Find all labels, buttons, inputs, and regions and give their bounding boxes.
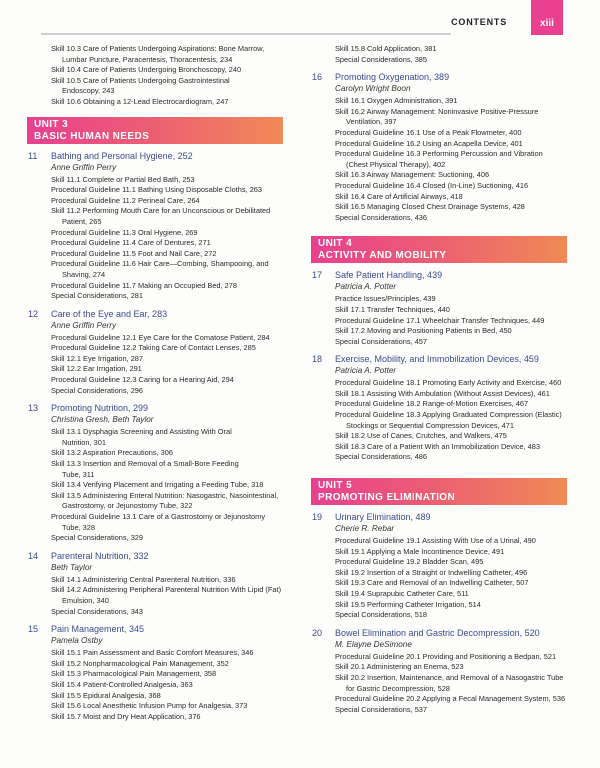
right-top-lines: [312, 44, 582, 65]
chapter-title: Care of the Eye and Ear, 283: [51, 308, 168, 319]
toc-entry: Skill 18.3 Care of a Patient With an Immobilization Device, 483: [335, 441, 540, 451]
toc-entry: Skill 15.5 Epidural Analgesia, 368: [51, 690, 161, 700]
chapter-number: 20: [312, 627, 323, 638]
toc-entry: Stockings or Sequential Compression Devices, 471: [346, 420, 515, 430]
toc-entry: Special Considerations, 537: [335, 704, 428, 714]
unit-number: UNIT 4: [318, 238, 353, 250]
toc-entry: Procedural Guideline 11.4 Care of Dentures, 271: [51, 238, 211, 248]
unit-title: ACTIVITY AND MOBILITY: [318, 250, 447, 262]
toc-entry: Skill 16.2 Airway Management: Noninvasive Positive-Pressure: [335, 106, 539, 116]
toc-entry: Procedural Guideline 12.1 Eye Care for the Comatose Patient, 284: [51, 332, 270, 342]
toc-entry: Skill 14.1 Administering Central Parenteral Nutrition, 336: [51, 574, 236, 584]
unit-title: PROMOTING ELIMINATION: [318, 492, 456, 504]
chapter-13: [28, 402, 298, 544]
toc-entry: Emulsion, 340: [62, 595, 109, 605]
toc-entry: Gastrostomy, or Jejunostomy Tube, 322: [62, 501, 193, 511]
toc-entry: Procedural Guideline 12.3 Caring for a Hearing Aid, 294: [51, 375, 234, 385]
chapter-title: Exercise, Mobility, and Immobilization Devices, 459: [335, 354, 539, 365]
toc-entry: Tube, 311: [62, 469, 95, 479]
toc-entry: Procedural Guideline 11.2 Perineal Care, 264: [51, 195, 200, 205]
toc-entry: Skill 15.1 Pain Assessment and Basic Comfort Measures, 346: [51, 648, 254, 658]
toc-entry: Skill 16.4 Care of Artificial Airways, 418: [335, 191, 463, 201]
toc-entry: Procedural Guideline 18.2 Range-of-Motion Exercises, 467: [335, 399, 529, 409]
toc-entry: Lumbar Puncture, Paracentesis, Thoracentesis, 234: [62, 54, 233, 64]
chapter-number: 12: [28, 308, 39, 319]
chapter-title: Pain Management, 345: [51, 624, 145, 635]
toc-entry: Special Considerations, 385: [335, 54, 428, 64]
chapter-number: 14: [28, 550, 39, 561]
chapter-title: Promoting Oxygenation, 389: [335, 72, 450, 83]
toc-entry: Procedural Guideline 20.1 Providing and Positioning a Bedpan, 521: [335, 651, 557, 661]
toc-entry: Skill 10.4 Care of Patients Undergoing Bronchoscopy, 240: [51, 65, 242, 75]
chapter-title: Urinary Elimination, 489: [335, 512, 431, 523]
toc-entry: Procedural Guideline 16.3 Performing Percussion and Vibration: [335, 149, 543, 159]
toc-entry: Skill 16.5 Managing Closed Chest Drainage Systems, 428: [335, 202, 525, 212]
header-divider: [41, 33, 451, 35]
toc-entry: Skill 18.1 Assisting With Ambulation (Without Assist Devices), 461: [335, 388, 550, 398]
chapter-17: [312, 269, 582, 347]
toc-entry: Skill 15.3 Pharmacological Pain Management, 358: [51, 669, 217, 679]
toc-entry: Procedural Guideline 16.4 Closed (In-Line) Suctioning, 416: [335, 180, 529, 190]
chapter-11: [28, 150, 298, 302]
toc-entry: Skill 19.3 Care and Removal of an Indwelling Catheter, 507: [335, 578, 529, 588]
chapter-19: [312, 511, 582, 621]
toc-entry: Procedural Guideline 12.2 Taking Care of Contact Lenses, 285: [51, 343, 256, 353]
toc-entry: Procedural Guideline 18.3 Applying Graduated Compression (Elastic): [335, 410, 562, 420]
toc-entry: Skill 12.1 Eye Irrigation, 287: [51, 353, 144, 363]
toc-entry: Ventilation, 397: [346, 117, 397, 127]
toc-entry: for Gastric Decompression, 528: [346, 683, 450, 693]
toc-entry: Procedural Guideline 16.1 Use of a Peak Flowmeter, 400: [335, 127, 522, 137]
toc-entry: Nutrition, 301: [62, 437, 106, 447]
unit-4-banner: [311, 236, 567, 263]
toc-entry: Skill 11.2 Performing Mouth Care for an Unconscious or Debilitated: [51, 206, 271, 216]
toc-entry: Procedural Guideline 20.2 Applying a Fecal Management System, 536: [335, 694, 566, 704]
chapter-title: Promoting Nutrition, 299: [51, 403, 149, 414]
toc-entry: Procedural Guideline 11.3 Oral Hygiene, 269: [51, 227, 198, 237]
toc-entry: Skill 12.2 Ear Irrigation, 291: [51, 364, 142, 374]
toc-entry: Special Considerations, 436: [335, 212, 428, 222]
chapter-author: Anne Griffin Perry: [51, 320, 117, 330]
toc-entry: Procedural Guideline 11.1 Bathing Using Disposable Cloths, 263: [51, 185, 263, 195]
chapter-18: [312, 353, 582, 463]
toc-entry: Skill 19.1 Applying a Male Incontinence Device, 491: [335, 546, 505, 556]
running-header: CONTENTS: [451, 17, 507, 27]
toc-entry: Procedural Guideline 13.1 Care of a Gastrostomy or Jejunostomy: [51, 512, 266, 521]
toc-entry: Practice Issues/Principles, 439: [335, 294, 436, 304]
toc-entry: Skill 19.5 Performing Catheter Irrigation, 514: [335, 599, 481, 609]
unit-number: UNIT 3: [34, 118, 69, 130]
chapter-title: Parenteral Nutrition, 332: [51, 550, 149, 561]
toc-entry: Skill 15.4 Patient-Controlled Analgesia, 363: [51, 679, 193, 689]
chapter-20: [312, 627, 582, 716]
toc-entry: Special Considerations, 457: [335, 336, 428, 346]
chapter-number: 16: [312, 72, 323, 83]
toc-entry: Procedural Guideline 11.7 Making an Occupied Bed, 278: [51, 280, 237, 290]
chapter-number: 19: [312, 512, 323, 523]
page-number: xiii: [540, 18, 554, 29]
toc-entry: Skill 19.4 Suprapubic Catheter Care, 511: [335, 589, 469, 598]
toc-entry: Skill 15.6 Local Anesthetic Infusion Pump for Analgesia, 373: [51, 701, 248, 711]
unit-5-banner: [311, 478, 567, 505]
toc-entry: Endoscopy, 243: [62, 86, 115, 96]
chapter-author: Carolyn Wright Boon: [335, 84, 411, 94]
toc-entry: Procedural Guideline 18.1 Promoting Early Activity and Exercise, 460: [335, 378, 562, 388]
chapter-author: Christina Gresh, Beth Taylor: [51, 415, 154, 425]
toc-entry: Skill 19.2 Insertion of a Straight or Indwelling Catheter, 496: [335, 567, 528, 577]
chapter-16: [312, 71, 582, 223]
chapter-15: [28, 623, 298, 722]
chapter-12: [28, 308, 298, 397]
toc-entry: (Chest Physical Therapy), 402: [346, 159, 446, 169]
toc-entry: Procedural Guideline 17.1 Wheelchair Transfer Techniques, 449: [335, 315, 545, 325]
toc-entry: Skill 13.3 Insertion and Removal of a Small-Bore Feeding: [51, 459, 239, 469]
chapter-author: Pamela Ostby: [51, 636, 103, 646]
toc-entry: Special Considerations, 296: [51, 385, 144, 395]
toc-entry: Shaving, 274: [62, 269, 106, 279]
toc-entry: Special Considerations, 343: [51, 606, 144, 616]
unit-number: UNIT 5: [318, 480, 353, 492]
toc-entry: Skill 14.2 Administering Peripheral Parenteral Nutrition With Lipid (Fat): [51, 585, 282, 595]
toc-entry: Skill 18.2 Use of Canes, Crutches, and Walkers, 475: [335, 431, 507, 441]
toc-entry: Skill 13.5 Administering Enteral Nutrition: Nasogastric, Nasointestinal,: [51, 490, 279, 500]
unit-3-banner: [27, 117, 283, 144]
toc-entry: Skill 17.1 Transfer Techniques, 440: [335, 304, 450, 314]
toc-entry: Special Considerations, 281: [51, 291, 144, 301]
right-column: [312, 44, 582, 715]
chapter-14: [28, 550, 298, 617]
toc-entry: Skill 15.2 Nonpharmacological Pain Management, 352: [51, 658, 229, 668]
chapter-author: Beth Taylor: [51, 562, 93, 572]
chapter-author: Patricia A. Potter: [335, 282, 397, 292]
toc-entry: Procedural Guideline 11.5 Foot and Nail Care, 272: [51, 248, 217, 258]
chapter-number: 13: [28, 403, 39, 414]
toc-entry: Patient, 265: [62, 216, 102, 226]
left-column: [28, 44, 298, 722]
chapter-author: Patricia A. Potter: [335, 366, 397, 376]
page-number-tab: [531, 0, 563, 35]
toc-entry: Skill 17.2 Moving and Positioning Patients in Bed, 450: [335, 326, 512, 336]
toc-entry: Tube, 328: [62, 522, 96, 532]
toc-entry: Special Considerations, 518: [335, 610, 428, 620]
chapter-author: Anne Griffin Perry: [51, 162, 117, 172]
unit-5-chapters: [312, 511, 582, 715]
toc-entry: Skill 20.1 Administering an Enema, 523: [335, 662, 464, 672]
chapter-number: 18: [312, 354, 323, 365]
unit-4-chapters: [312, 269, 582, 463]
unit-3-chapters: [28, 150, 298, 723]
toc-entry: Skill 13.4 Verifying Placement and Irrigating a Feeding Tube, 318: [51, 480, 264, 490]
chapter-number: 15: [28, 624, 39, 635]
toc-entry: Skill 11.1 Complete or Partial Bed Bath, 253: [51, 174, 195, 184]
toc-entry: Skill 13.1 Dysphagia Screening and Assisting With Oral: [51, 427, 232, 437]
toc-entry: Special Considerations, 486: [335, 452, 428, 462]
toc-entry: Skill 10.5 Care of Patients Undergoing Gastrointestinal: [51, 75, 230, 85]
chapter-title: Safe Patient Handling, 439: [335, 270, 443, 281]
chapter-title: Bathing and Personal Hygiene, 252: [51, 150, 193, 161]
toc-entry: Procedural Guideline 16.2 Using an Acapella Device, 401: [335, 138, 523, 148]
chapter-number: 17: [312, 270, 323, 281]
toc-entry: Skill 10.6 Obtaining a 12-Lead Electrocardiogram, 247: [51, 96, 229, 106]
chapter-number: 11: [28, 150, 38, 161]
toc-entry: Skill 16.3 Airway Management: Suctioning, 406: [335, 170, 490, 180]
toc-entry: Skill 15.7 Moist and Dry Heat Application, 376: [51, 711, 201, 721]
toc-entry: Skill 15.8 Cold Application, 381: [335, 44, 437, 53]
toc-entry: Skill 20.2 Insertion, Maintenance, and Removal of a Nasogastric Tube: [335, 672, 564, 682]
toc-entry: Procedural Guideline 19.1 Assisting With Use of a Urinal, 490: [335, 536, 536, 546]
chapter-16-block: [312, 71, 582, 223]
toc-entry: Skill 10.3 Care of Patients Undergoing Aspirations: Bone Marrow,: [51, 44, 265, 53]
chapter-author: Cherie R. Rebar: [335, 524, 395, 534]
toc-entry: Skill 16.1 Oxygen Administration, 391: [335, 96, 458, 106]
chapter-author: M. Elayne DeSimone: [335, 639, 412, 649]
toc-entry: Special Considerations, 329: [51, 533, 144, 543]
toc-entry: Procedural Guideline 19.2 Bladder Scan, 495: [335, 557, 484, 567]
toc-entry: Skill 13.2 Aspiration Precautions, 306: [51, 448, 174, 458]
left-top-lines: [28, 44, 298, 108]
toc-entry: Procedural Guideline 11.6 Hair Care—Combing, Shampooing, and: [51, 259, 269, 269]
unit-title: BASIC HUMAN NEEDS: [34, 130, 150, 142]
chapter-title: Bowel Elimination and Gastric Decompression, 520: [335, 627, 540, 638]
